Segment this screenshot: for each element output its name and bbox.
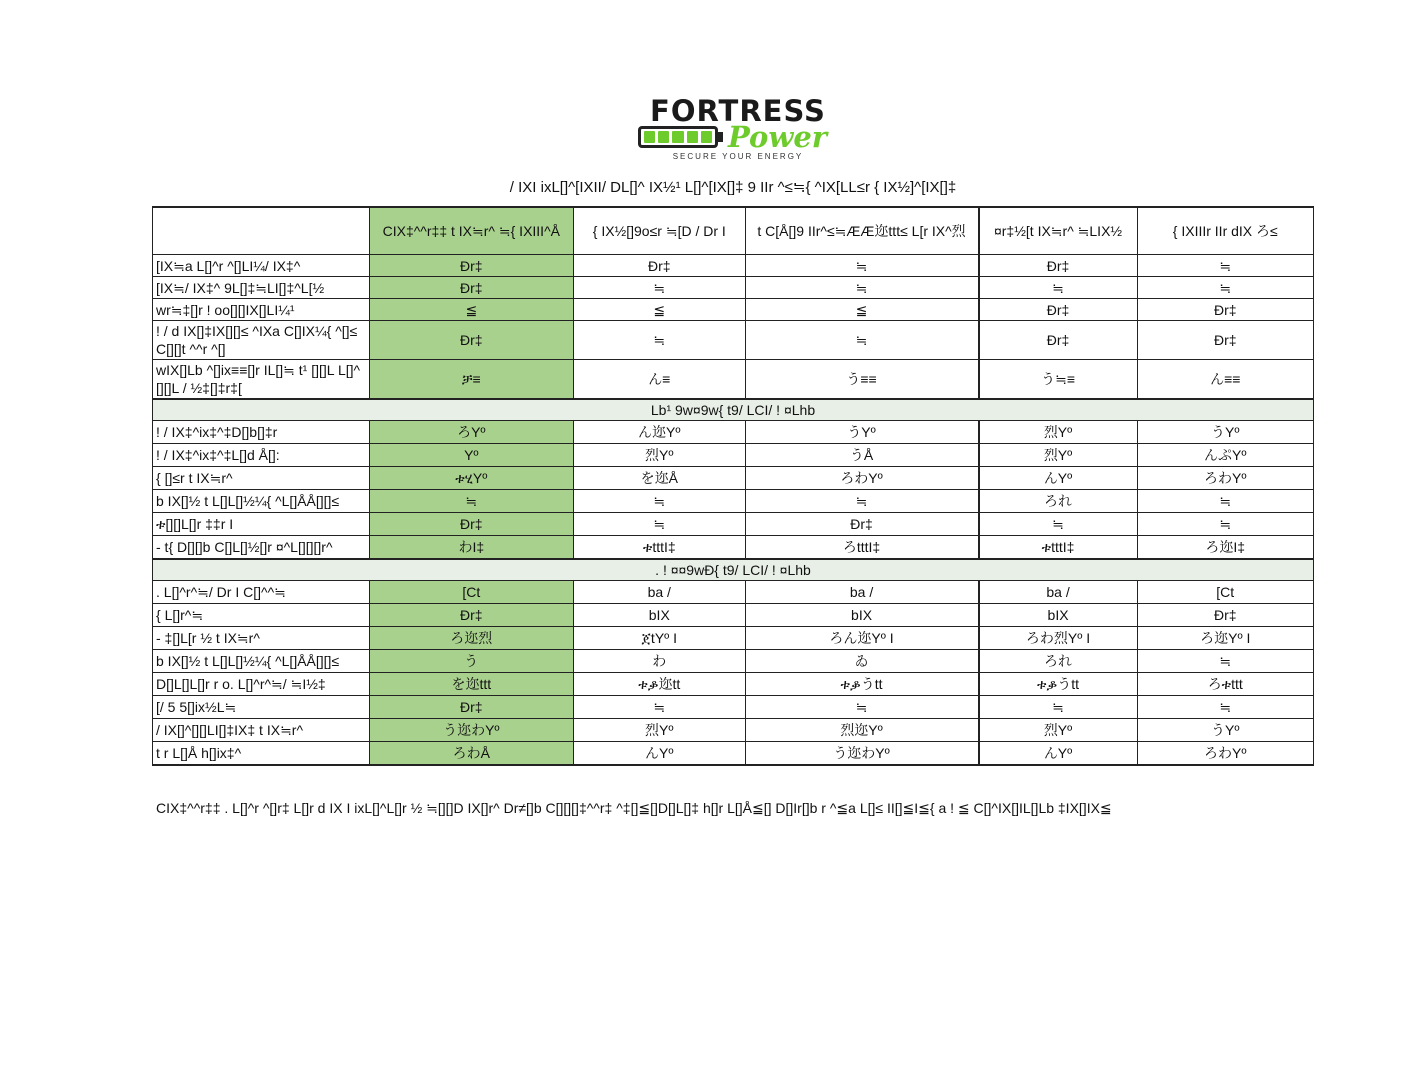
table-cell: うYº xyxy=(745,421,979,444)
table-row xyxy=(153,490,1314,513)
table-row xyxy=(153,513,1314,536)
table-row xyxy=(153,673,1314,696)
row-label: ቱ[][]L[]r ‡‡r I xyxy=(153,513,370,536)
comparison-table xyxy=(152,206,1314,766)
table-cell: ≒ xyxy=(1137,490,1314,513)
table-cell: Ðr‡ xyxy=(369,277,574,299)
table-cell: ≒ xyxy=(574,696,745,719)
table-cell: Ðr‡ xyxy=(369,604,574,627)
logo-brand-text: FORTRESS xyxy=(650,94,826,128)
table-cell: ba / xyxy=(979,581,1137,604)
table-cell: [Ct xyxy=(1137,581,1314,604)
table-cell: ጀtYº I xyxy=(574,627,745,650)
footnote: CIX‡^^r‡‡ . L[]^r ^[]r‡ L[]r d IX I ixL[]^L[]r ½ ≒[][]D IX[]r^ Dr≠[]b C[][][]‡^^r‡ ^‡[]≦[]D[]L[]‡ h[]r L[]Å≦[] D[]Ir[]b r ^≦a L[]≤ II[]≦I≦{ a ! ≦ C[]^IX[]IL[]Lb ‡IX[]IX≦ xyxy=(156,800,1112,816)
row-label: . L[]^r^≒/ Dr I C[]^^≒ xyxy=(153,581,370,604)
table-cell: ≒ xyxy=(1137,255,1314,277)
table-cell: う xyxy=(369,650,574,673)
table-cell: ba / xyxy=(574,581,745,604)
row-label: - t{ D[][]b C[]L[]½[]r ¤^L[][][]r^ xyxy=(153,536,370,560)
table-row xyxy=(153,742,1314,766)
row-label: { []≤r t IX≒r^ xyxy=(153,467,370,490)
table-cell: ≒ xyxy=(574,490,745,513)
section-header-row xyxy=(153,399,1314,421)
table-row xyxy=(153,696,1314,719)
table-cell: ≒ xyxy=(1137,696,1314,719)
table-cell: ቱቇうtt xyxy=(979,673,1137,696)
table-cell: ≒ xyxy=(574,513,745,536)
table-cell: ろわ烈Yº I xyxy=(979,627,1137,650)
table-cell: ≦ xyxy=(369,299,574,321)
table-cell: う≡≡ xyxy=(745,360,979,400)
row-label: t r L[]Å h[]ix‡^ xyxy=(153,742,370,766)
table-cell: んYº xyxy=(979,742,1137,766)
table-cell: んYº xyxy=(979,467,1137,490)
row-label: wr≒‡[]r ! oo[][]IX[]LI¼¹ xyxy=(153,299,370,321)
table-cell: ろわYº xyxy=(1137,742,1314,766)
table-header-row xyxy=(153,207,1314,255)
header-cell: ¤r‡½[t IX≒r^ ≒LIX½ xyxy=(979,207,1137,255)
table-row xyxy=(153,299,1314,321)
table-cell: bIX xyxy=(979,604,1137,627)
table-cell: ≒ xyxy=(745,696,979,719)
section-header: Lb¹ 9w¤9w{ t9/ LCI/ ! ¤Lhb xyxy=(153,399,1314,421)
row-label: [IX≒/ IX‡^ 9L[]‡≒LI[]‡^L[½ xyxy=(153,277,370,299)
table-cell: を迩ttt xyxy=(369,673,574,696)
table-cell: ≒ xyxy=(979,277,1137,299)
fortress-power-logo xyxy=(636,96,840,166)
table-cell: Ðr‡ xyxy=(979,255,1137,277)
table-cell: ቱtttI‡ xyxy=(574,536,745,560)
table-cell: 烈Yº xyxy=(979,444,1137,467)
table-cell: んぷYº xyxy=(1137,444,1314,467)
table-cell: ≒ xyxy=(1137,277,1314,299)
table-row xyxy=(153,360,1314,400)
row-label: ! / IX‡^ix‡^‡D[]b[]‡r xyxy=(153,421,370,444)
table-cell: ቱቇ迩tt xyxy=(574,673,745,696)
table-cell: ቱሂYº xyxy=(369,467,574,490)
table-cell: Ðr‡ xyxy=(369,513,574,536)
row-label: { L[]r^≒ xyxy=(153,604,370,627)
table-cell: うYº xyxy=(1137,719,1314,742)
table-cell: 烈Yº xyxy=(979,719,1137,742)
table-cell: ん≡≡ xyxy=(1137,360,1314,400)
table-cell: ≒ xyxy=(1137,650,1314,673)
table-cell: んYº xyxy=(574,742,745,766)
table-cell: ん≡ xyxy=(574,360,745,400)
table-cell: ≒ xyxy=(745,321,979,360)
table-cell: 烈迩Yº xyxy=(745,719,979,742)
table-row xyxy=(153,581,1314,604)
table-row xyxy=(153,536,1314,560)
header-cell: CIX‡^^r‡‡ t IX≒r^ ≒{ IXIII^Å xyxy=(369,207,574,255)
table-row xyxy=(153,627,1314,650)
table-cell: Ðr‡ xyxy=(1137,604,1314,627)
table-cell: ろYº xyxy=(369,421,574,444)
table-cell: わI‡ xyxy=(369,536,574,560)
table-cell: 烈Yº xyxy=(574,719,745,742)
table-cell: Ðr‡ xyxy=(369,696,574,719)
table-cell: Ðr‡ xyxy=(369,321,574,360)
table-cell: 烈Yº xyxy=(979,421,1137,444)
header-cell: t C[Å[]9 IIr^≤≒ÆÆ迩ttt≤ L[r IX^烈 xyxy=(745,207,979,255)
table-cell: bIX xyxy=(745,604,979,627)
logo-tagline: SECURE YOUR ENERGY xyxy=(672,152,804,161)
battery-tip-icon xyxy=(718,132,723,142)
table-cell: う≒≡ xyxy=(979,360,1137,400)
table-cell: Ðr‡ xyxy=(1137,299,1314,321)
table-row xyxy=(153,421,1314,444)
table-cell: ろtttI‡ xyxy=(745,536,979,560)
table-cell: ろわYº xyxy=(745,467,979,490)
row-label: [IX≒a L[]^r ^[]LI¼/ IX‡^ xyxy=(153,255,370,277)
table-cell: う迩わYº xyxy=(369,719,574,742)
row-label: / IX[]^[][]LI[]‡IX‡ t IX≒r^ xyxy=(153,719,370,742)
table-cell: ≒ xyxy=(745,255,979,277)
table-cell: う迩わYº xyxy=(745,742,979,766)
table-row xyxy=(153,467,1314,490)
table-cell: Ðr‡ xyxy=(979,299,1137,321)
section-header-row xyxy=(153,559,1314,581)
table-cell: ろん迩Yº I xyxy=(745,627,979,650)
table-cell: Ðr‡ xyxy=(979,321,1137,360)
table-cell: ろ迩烈 xyxy=(369,627,574,650)
table-cell: ቱtttI‡ xyxy=(979,536,1137,560)
header-cell: { IX½[]9o≤r ≒[D / Dr I xyxy=(574,207,745,255)
table-cell: Ðr‡ xyxy=(574,255,745,277)
header-cell: { IXIIIr IIr dIX ろ≤ xyxy=(1137,207,1314,255)
table-cell: ろ迩I‡ xyxy=(1137,536,1314,560)
row-label: wIX[]Lb ^[]ix≡≡[]r IL[]≒ t¹ [][]L L[]^ [][]L / ½‡[]‡r‡[ xyxy=(153,360,370,400)
table-cell: を迩Å xyxy=(574,467,745,490)
table-cell: ろ迩Yº I xyxy=(1137,627,1314,650)
row-label: D[]L[]L[]r r o. L[]^r^≒/ ≒I½‡ xyxy=(153,673,370,696)
table-cell: うYº xyxy=(1137,421,1314,444)
logo-power-text: Power xyxy=(728,120,828,154)
table-cell: bIX xyxy=(574,604,745,627)
table-cell: ≒ xyxy=(745,490,979,513)
table-cell: ≒ xyxy=(574,321,745,360)
table-cell: ろわYº xyxy=(1137,467,1314,490)
row-label: - ‡[]L[r ½ t IX≒r^ xyxy=(153,627,370,650)
row-label: [/ 5 5[]ix½L≒ xyxy=(153,696,370,719)
table-row xyxy=(153,277,1314,299)
table-cell: うÅ xyxy=(745,444,979,467)
table-cell: [Ct xyxy=(369,581,574,604)
table-row xyxy=(153,444,1314,467)
table-cell: ゐ xyxy=(745,650,979,673)
table-cell: ろれ xyxy=(979,490,1137,513)
table-cell: ≦ xyxy=(574,299,745,321)
page-title: / IXI ixL[]^[IXII/ DL[]^ IX½¹ L[]^[IX[]‡ 9 IIr ^≤≒{ ^IX[LL≤r { IX½]^[IX[]‡ xyxy=(509,179,957,196)
table-row xyxy=(153,321,1314,360)
section-header: . ! ¤¤9wÐ{ t9/ LCI/ ! ¤Lhb xyxy=(153,559,1314,581)
table-cell: Ðr‡ xyxy=(745,513,979,536)
table-cell: ≦ xyxy=(745,299,979,321)
row-label: ! / IX‡^ix‡^‡L[]d Å[]: xyxy=(153,444,370,467)
table-cell: ba / xyxy=(745,581,979,604)
table-cell: ≒ xyxy=(1137,513,1314,536)
table-cell: ቱቇうtt xyxy=(745,673,979,696)
table-cell: ≒ xyxy=(745,277,979,299)
table-row xyxy=(153,650,1314,673)
row-label: b IX[]½ t L[]L[]½¼{ ^L[]ÅÅ[][]≤ xyxy=(153,490,370,513)
row-label: ! / d IX[]‡IX[][]≤ ^IXa C[]IX¼{ ^[]≤ C[][]t ^^r ^[] xyxy=(153,321,370,360)
table-cell: ろれ xyxy=(979,650,1137,673)
table-cell: ቻ≡ xyxy=(369,360,574,400)
table-cell: わ xyxy=(574,650,745,673)
table-cell: ≒ xyxy=(979,513,1137,536)
table-cell: ろわÅ xyxy=(369,742,574,766)
table-cell: 烈Yº xyxy=(574,444,745,467)
header-cell xyxy=(153,207,370,255)
table-row xyxy=(153,604,1314,627)
table-cell: Ðr‡ xyxy=(369,255,574,277)
table-cell: Yº xyxy=(369,444,574,467)
battery-icon xyxy=(638,126,718,148)
table-cell: ≒ xyxy=(979,696,1137,719)
table-cell: ≒ xyxy=(574,277,745,299)
table-cell: ろቱttt xyxy=(1137,673,1314,696)
table-cell: ん迩Yº xyxy=(574,421,745,444)
table-row xyxy=(153,719,1314,742)
table-cell: Ðr‡ xyxy=(1137,321,1314,360)
table-row xyxy=(153,255,1314,277)
row-label: b IX[]½ t L[]L[]½¼{ ^L[]ÅÅ[][]≤ xyxy=(153,650,370,673)
table-cell: ≒ xyxy=(369,490,574,513)
